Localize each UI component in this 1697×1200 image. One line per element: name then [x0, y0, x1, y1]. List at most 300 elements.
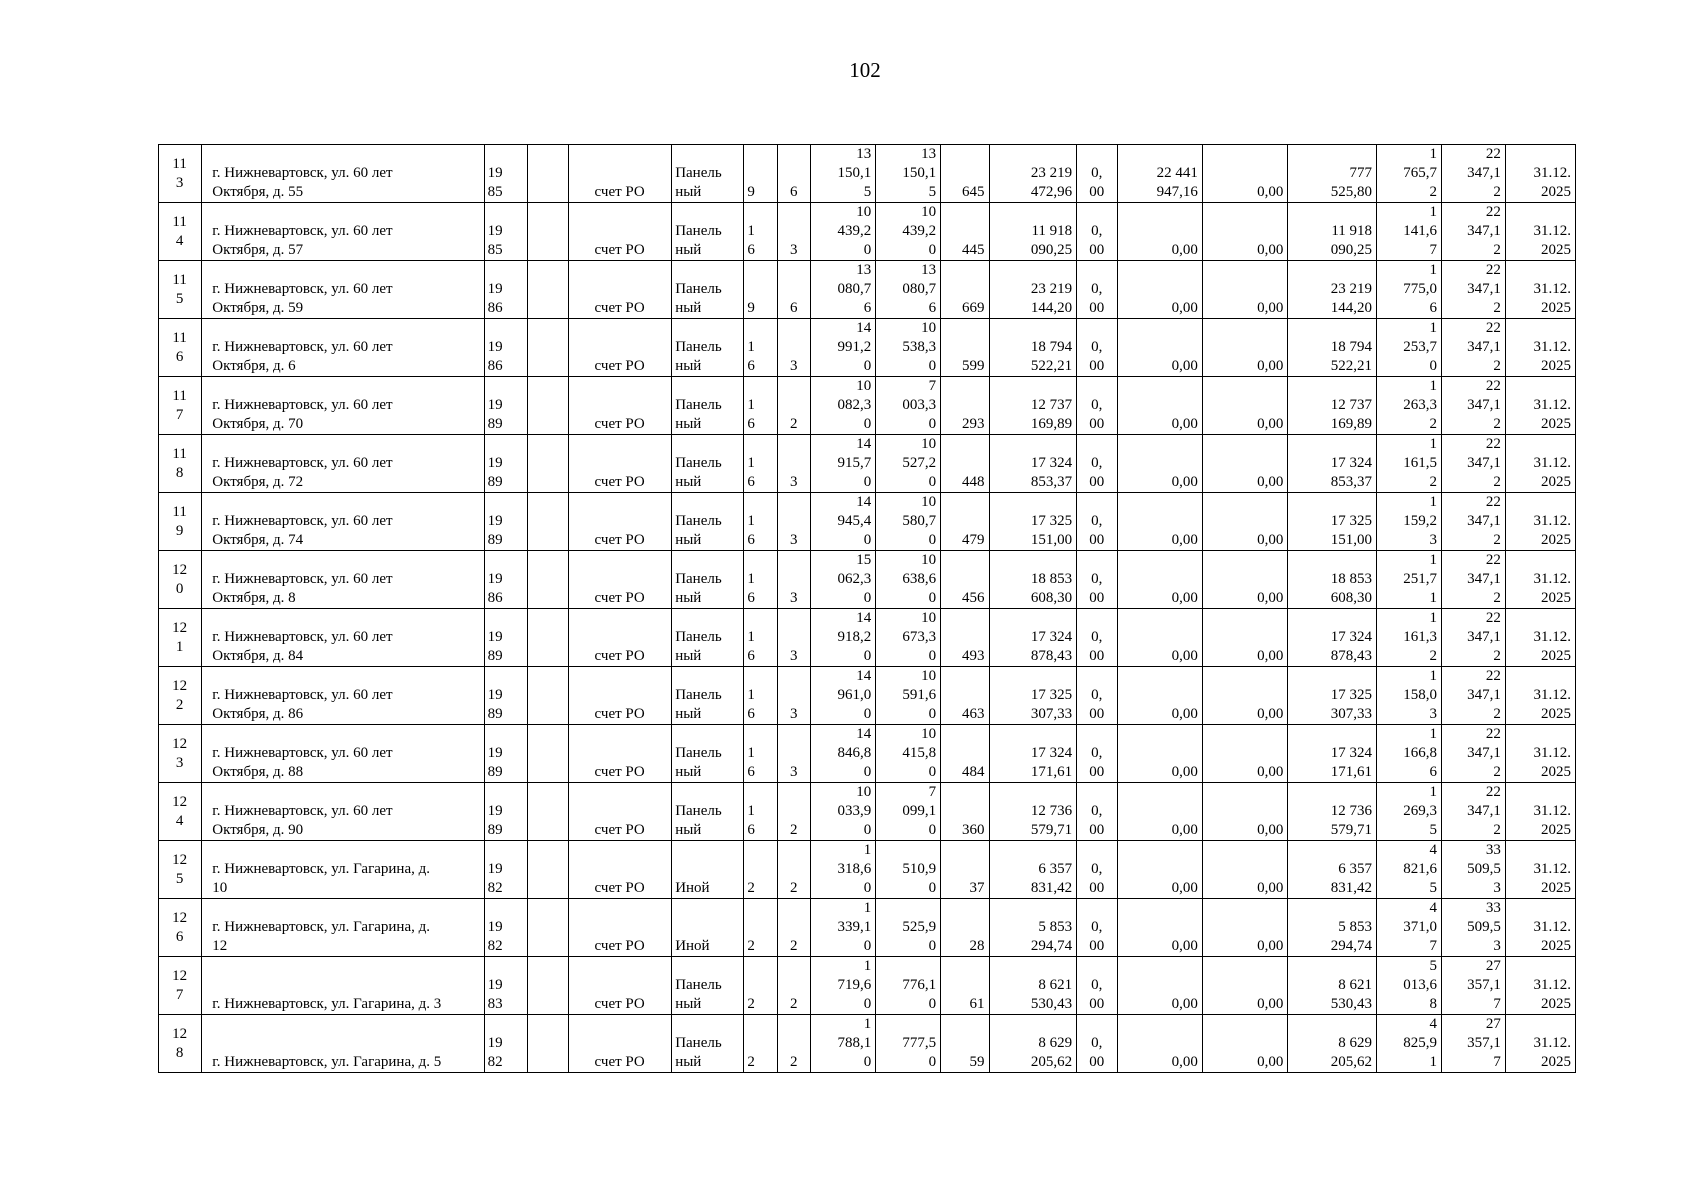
- cell-total-cost: 12 737 169,89: [989, 377, 1077, 435]
- cell-year: 19 89: [484, 377, 527, 435]
- cell-row-number: 11 4: [159, 203, 202, 261]
- cell-max-unit-cost: 22 347,1 2: [1441, 145, 1505, 203]
- cell-max-unit-cost: 22 347,1 2: [1441, 377, 1505, 435]
- cell-year: 19 83: [484, 957, 527, 1015]
- cell-residents: 61: [941, 957, 989, 1015]
- cell-cost-regional: 0,00: [1118, 1015, 1203, 1073]
- page-number: 102: [849, 58, 881, 82]
- cell-wall-type: Панель ный: [672, 319, 744, 377]
- cell-residents: 360: [941, 783, 989, 841]
- cell-cost-federal: 0, 00: [1077, 1015, 1118, 1073]
- cell-living-area: 7 099,1 0: [876, 783, 941, 841]
- cell-cost-federal: 0, 00: [1077, 957, 1118, 1015]
- cell-row-number: 11 8: [159, 435, 202, 493]
- cell-cost-owners: 8 629 205,62: [1288, 1015, 1377, 1073]
- cell-total-cost: 11 918 090,25: [989, 203, 1077, 261]
- cell-account: счет РО: [569, 435, 672, 493]
- cell-max-unit-cost: 22 347,1 2: [1441, 609, 1505, 667]
- cell-max-unit-cost: 27 357,1 7: [1441, 1015, 1505, 1073]
- cell-total-area: 14 991,2 0: [811, 319, 876, 377]
- cell-residents: 448: [941, 435, 989, 493]
- cell-address: г. Нижневартовск, ул. 60 лет Октября, д. 88: [202, 725, 484, 783]
- cell-cost-owners: 11 918 090,25: [1288, 203, 1377, 261]
- cell-address: г. Нижневартовск, ул. 60 лет Октября, д. 70: [202, 377, 484, 435]
- table-row: [159, 145, 1576, 203]
- cell-year: 19 89: [484, 667, 527, 725]
- cell-account: счет РО: [569, 1015, 672, 1073]
- cell-account: счет РО: [569, 957, 672, 1015]
- cell-cost-owners: 18 794 522,21: [1288, 319, 1377, 377]
- cell-year: 19 85: [484, 145, 527, 203]
- cell-year: 19 82: [484, 1015, 527, 1073]
- cell-residents: 645: [941, 145, 989, 203]
- cell-max-unit-cost: 22 347,1 2: [1441, 667, 1505, 725]
- cell-living-area: 10 580,7 0: [876, 493, 941, 551]
- cell-blank: [527, 957, 568, 1015]
- cell-cost-owners: 5 853 294,74: [1288, 899, 1377, 957]
- cell-wall-type: Панель ный: [672, 261, 744, 319]
- table-row: [159, 551, 1576, 609]
- table-row: [159, 609, 1576, 667]
- cell-account: счет РО: [569, 725, 672, 783]
- cell-cost-owners: 12 737 169,89: [1288, 377, 1377, 435]
- cell-deadline: 31.12. 2025: [1505, 783, 1575, 841]
- cell-cost-regional: 0,00: [1118, 551, 1203, 609]
- cell-entrances: 3: [778, 319, 811, 377]
- cell-total-cost: 17 324 878,43: [989, 609, 1077, 667]
- table-row: [159, 261, 1576, 319]
- cell-account: счет РО: [569, 783, 672, 841]
- table-row: [159, 957, 1576, 1015]
- cell-max-unit-cost: 22 347,1 2: [1441, 493, 1505, 551]
- cell-address: г. Нижневартовск, ул. 60 лет Октября, д. 55: [202, 145, 484, 203]
- cell-unit-cost: 4 821,6 5: [1377, 841, 1442, 899]
- cell-deadline: 31.12. 2025: [1505, 725, 1575, 783]
- cell-blank: [527, 783, 568, 841]
- cell-cost-owners: 17 324 878,43: [1288, 609, 1377, 667]
- cell-cost-owners: 23 219 144,20: [1288, 261, 1377, 319]
- cell-total-area: 14 918,2 0: [811, 609, 876, 667]
- cell-row-number: 12 6: [159, 899, 202, 957]
- cell-cost-local: 0,00: [1202, 841, 1288, 899]
- cell-cost-owners: 8 621 530,43: [1288, 957, 1377, 1015]
- cell-address: г. Нижневартовск, ул. 60 лет Октября, д. 90: [202, 783, 484, 841]
- cell-row-number: 12 0: [159, 551, 202, 609]
- cell-living-area: 10 527,2 0: [876, 435, 941, 493]
- cell-wall-type: Панель ный: [672, 609, 744, 667]
- cell-account: счет РО: [569, 667, 672, 725]
- cell-cost-regional: 0,00: [1118, 609, 1203, 667]
- cell-living-area: 7 003,3 0: [876, 377, 941, 435]
- cell-unit-cost: 4 371,0 7: [1377, 899, 1442, 957]
- cell-wall-type: Панель ный: [672, 435, 744, 493]
- cell-account: счет РО: [569, 841, 672, 899]
- cell-entrances: 3: [778, 551, 811, 609]
- cell-unit-cost: 1 253,7 0: [1377, 319, 1442, 377]
- cell-living-area: 10 673,3 0: [876, 609, 941, 667]
- cell-entrances: 2: [778, 1015, 811, 1073]
- cell-floors: 1 6: [744, 551, 778, 609]
- cell-total-area: 10 439,2 0: [811, 203, 876, 261]
- cell-total-area: 10 033,9 0: [811, 783, 876, 841]
- cell-account: счет РО: [569, 899, 672, 957]
- cell-cost-local: 0,00: [1202, 1015, 1288, 1073]
- cell-cost-regional: 0,00: [1118, 725, 1203, 783]
- cell-cost-owners: 17 325 307,33: [1288, 667, 1377, 725]
- cell-deadline: 31.12. 2025: [1505, 609, 1575, 667]
- cell-blank: [527, 435, 568, 493]
- cell-cost-local: 0,00: [1202, 493, 1288, 551]
- cell-living-area: 10 591,6 0: [876, 667, 941, 725]
- cell-cost-regional: 0,00: [1118, 261, 1203, 319]
- cell-cost-local: 0,00: [1202, 725, 1288, 783]
- cell-entrances: 2: [778, 841, 811, 899]
- cell-living-area: 10 638,6 0: [876, 551, 941, 609]
- cell-unit-cost: 1 159,2 3: [1377, 493, 1442, 551]
- cell-residents: 293: [941, 377, 989, 435]
- cell-floors: 9: [744, 145, 778, 203]
- cell-wall-type: Панель ный: [672, 1015, 744, 1073]
- cell-residents: 59: [941, 1015, 989, 1073]
- cell-address: г. Нижневартовск, ул. Гагарина, д. 12: [202, 899, 484, 957]
- cell-total-cost: 12 736 579,71: [989, 783, 1077, 841]
- cell-total-cost: 18 794 522,21: [989, 319, 1077, 377]
- cell-floors: 1 6: [744, 435, 778, 493]
- cell-wall-type: Панель ный: [672, 145, 744, 203]
- cell-address: г. Нижневартовск, ул. 60 лет Октября, д. 74: [202, 493, 484, 551]
- cell-total-cost: 23 219 472,96: [989, 145, 1077, 203]
- cell-unit-cost: 1 269,3 5: [1377, 783, 1442, 841]
- cell-unit-cost: 1 158,0 3: [1377, 667, 1442, 725]
- cell-deadline: 31.12. 2025: [1505, 551, 1575, 609]
- cell-max-unit-cost: 22 347,1 2: [1441, 435, 1505, 493]
- cell-year: 19 89: [484, 609, 527, 667]
- cell-account: счет РО: [569, 493, 672, 551]
- cell-blank: [527, 1015, 568, 1073]
- cell-address: г. Нижневартовск, ул. 60 лет Октября, д. 8: [202, 551, 484, 609]
- cell-total-area: 1 339,1 0: [811, 899, 876, 957]
- table-row: [159, 319, 1576, 377]
- cell-blank: [527, 899, 568, 957]
- cell-floors: 2: [744, 841, 778, 899]
- table-row: [159, 783, 1576, 841]
- cell-account: счет РО: [569, 203, 672, 261]
- cell-cost-local: 0,00: [1202, 783, 1288, 841]
- cell-cost-regional: 0,00: [1118, 203, 1203, 261]
- cell-floors: 1 6: [744, 319, 778, 377]
- cell-residents: 37: [941, 841, 989, 899]
- cell-address: г. Нижневартовск, ул. 60 лет Октября, д. 6: [202, 319, 484, 377]
- cell-cost-federal: 0, 00: [1077, 667, 1118, 725]
- cell-floors: 1 6: [744, 667, 778, 725]
- cell-address: г. Нижневартовск, ул. 60 лет Октября, д. 86: [202, 667, 484, 725]
- cell-cost-local: 0,00: [1202, 261, 1288, 319]
- table-row: [159, 725, 1576, 783]
- cell-address: г. Нижневартовск, ул. Гагарина, д. 5: [202, 1015, 484, 1073]
- cell-cost-owners: 18 853 608,30: [1288, 551, 1377, 609]
- cell-total-area: 1 719,6 0: [811, 957, 876, 1015]
- cell-cost-regional: 0,00: [1118, 841, 1203, 899]
- cell-cost-federal: 0, 00: [1077, 725, 1118, 783]
- cell-living-area: 13 150,1 5: [876, 145, 941, 203]
- cell-total-area: 10 082,3 0: [811, 377, 876, 435]
- cell-cost-regional: 0,00: [1118, 899, 1203, 957]
- cell-floors: 2: [744, 899, 778, 957]
- cell-deadline: 31.12. 2025: [1505, 145, 1575, 203]
- cell-address: г. Нижневартовск, ул. Гагарина, д. 10: [202, 841, 484, 899]
- cell-unit-cost: 5 013,6 8: [1377, 957, 1442, 1015]
- cell-address: г. Нижневартовск, ул. 60 лет Октября, д. 72: [202, 435, 484, 493]
- cell-deadline: 31.12. 2025: [1505, 667, 1575, 725]
- cell-year: 19 89: [484, 783, 527, 841]
- cell-living-area: 13 080,7 6: [876, 261, 941, 319]
- cell-max-unit-cost: 22 347,1 2: [1441, 725, 1505, 783]
- cell-total-area: 13 080,7 6: [811, 261, 876, 319]
- cell-row-number: 11 3: [159, 145, 202, 203]
- cell-entrances: 3: [778, 667, 811, 725]
- cell-max-unit-cost: 33 509,5 3: [1441, 841, 1505, 899]
- cell-cost-local: 0,00: [1202, 667, 1288, 725]
- cell-deadline: 31.12. 2025: [1505, 957, 1575, 1015]
- cell-account: счет РО: [569, 261, 672, 319]
- cell-address: г. Нижневартовск, ул. 60 лет Октября, д. 84: [202, 609, 484, 667]
- cell-residents: 669: [941, 261, 989, 319]
- cell-blank: [527, 551, 568, 609]
- cell-wall-type: Панель ный: [672, 667, 744, 725]
- cell-year: 19 85: [484, 203, 527, 261]
- cell-cost-regional: 0,00: [1118, 957, 1203, 1015]
- cell-wall-type: Иной: [672, 841, 744, 899]
- cell-total-area: 14 945,4 0: [811, 493, 876, 551]
- cell-total-area: 14 961,0 0: [811, 667, 876, 725]
- cell-cost-federal: 0, 00: [1077, 145, 1118, 203]
- cell-residents: 599: [941, 319, 989, 377]
- cell-cost-regional: 0,00: [1118, 493, 1203, 551]
- cell-deadline: 31.12. 2025: [1505, 377, 1575, 435]
- cell-account: счет РО: [569, 319, 672, 377]
- cell-total-cost: 23 219 144,20: [989, 261, 1077, 319]
- cell-residents: 456: [941, 551, 989, 609]
- cell-wall-type: Панель ный: [672, 493, 744, 551]
- cell-cost-federal: 0, 00: [1077, 609, 1118, 667]
- cell-blank: [527, 377, 568, 435]
- cell-total-area: 14 846,8 0: [811, 725, 876, 783]
- cell-max-unit-cost: 33 509,5 3: [1441, 899, 1505, 957]
- cell-unit-cost: 1 161,3 2: [1377, 609, 1442, 667]
- cell-living-area: 10 415,8 0: [876, 725, 941, 783]
- table-row: [159, 841, 1576, 899]
- cell-account: счет РО: [569, 145, 672, 203]
- cell-unit-cost: 1 161,5 2: [1377, 435, 1442, 493]
- cell-cost-federal: 0, 00: [1077, 899, 1118, 957]
- cell-cost-federal: 0, 00: [1077, 841, 1118, 899]
- cell-residents: 484: [941, 725, 989, 783]
- cell-unit-cost: 1 775,0 6: [1377, 261, 1442, 319]
- register-table: [158, 144, 1576, 1073]
- cell-residents: 28: [941, 899, 989, 957]
- cell-cost-local: 0,00: [1202, 957, 1288, 1015]
- cell-row-number: 11 5: [159, 261, 202, 319]
- cell-blank: [527, 145, 568, 203]
- cell-residents: 445: [941, 203, 989, 261]
- cell-total-area: 1 788,1 0: [811, 1015, 876, 1073]
- cell-account: счет РО: [569, 609, 672, 667]
- cell-blank: [527, 667, 568, 725]
- cell-deadline: 31.12. 2025: [1505, 203, 1575, 261]
- cell-total-area: 15 062,3 0: [811, 551, 876, 609]
- cell-floors: 1 6: [744, 493, 778, 551]
- cell-cost-regional: 0,00: [1118, 667, 1203, 725]
- cell-floors: 9: [744, 261, 778, 319]
- cell-row-number: 12 3: [159, 725, 202, 783]
- cell-address: г. Нижневартовск, ул. 60 лет Октября, д. 59: [202, 261, 484, 319]
- cell-row-number: 11 6: [159, 319, 202, 377]
- cell-total-cost: 8 629 205,62: [989, 1015, 1077, 1073]
- cell-wall-type: Панель ный: [672, 551, 744, 609]
- cell-blank: [527, 493, 568, 551]
- table-row: [159, 667, 1576, 725]
- cell-floors: 1 6: [744, 377, 778, 435]
- table-row: [159, 1015, 1576, 1073]
- cell-entrances: 2: [778, 377, 811, 435]
- cell-blank: [527, 261, 568, 319]
- cell-cost-federal: 0, 00: [1077, 493, 1118, 551]
- cell-cost-local: 0,00: [1202, 319, 1288, 377]
- cell-cost-regional: 0,00: [1118, 435, 1203, 493]
- cell-row-number: 12 7: [159, 957, 202, 1015]
- cell-year: 19 89: [484, 435, 527, 493]
- cell-total-cost: 17 325 151,00: [989, 493, 1077, 551]
- cell-unit-cost: 1 141,6 7: [1377, 203, 1442, 261]
- cell-wall-type: Панель ный: [672, 957, 744, 1015]
- cell-max-unit-cost: 27 357,1 7: [1441, 957, 1505, 1015]
- cell-entrances: 3: [778, 725, 811, 783]
- cell-row-number: 12 1: [159, 609, 202, 667]
- cell-total-cost: 6 357 831,42: [989, 841, 1077, 899]
- cell-total-cost: 17 325 307,33: [989, 667, 1077, 725]
- cell-wall-type: Панель ный: [672, 203, 744, 261]
- cell-account: счет РО: [569, 377, 672, 435]
- cell-cost-regional: 22 441 947,16: [1118, 145, 1203, 203]
- cell-entrances: 2: [778, 899, 811, 957]
- cell-cost-local: 0,00: [1202, 203, 1288, 261]
- cell-cost-federal: 0, 00: [1077, 377, 1118, 435]
- cell-address: г. Нижневартовск, ул. 60 лет Октября, д. 57: [202, 203, 484, 261]
- cell-max-unit-cost: 22 347,1 2: [1441, 551, 1505, 609]
- cell-deadline: 31.12. 2025: [1505, 1015, 1575, 1073]
- cell-living-area: 510,9 0: [876, 841, 941, 899]
- cell-max-unit-cost: 22 347,1 2: [1441, 203, 1505, 261]
- cell-residents: 493: [941, 609, 989, 667]
- cell-account: счет РО: [569, 551, 672, 609]
- cell-cost-regional: 0,00: [1118, 377, 1203, 435]
- cell-cost-local: 0,00: [1202, 899, 1288, 957]
- cell-row-number: 12 4: [159, 783, 202, 841]
- cell-year: 19 86: [484, 551, 527, 609]
- cell-cost-federal: 0, 00: [1077, 203, 1118, 261]
- cell-year: 19 89: [484, 493, 527, 551]
- cell-address: г. Нижневартовск, ул. Гагарина, д. 3: [202, 957, 484, 1015]
- cell-living-area: 777,5 0: [876, 1015, 941, 1073]
- cell-wall-type: Панель ный: [672, 783, 744, 841]
- cell-wall-type: Панель ный: [672, 725, 744, 783]
- cell-unit-cost: 1 251,7 1: [1377, 551, 1442, 609]
- cell-deadline: 31.12. 2025: [1505, 261, 1575, 319]
- cell-total-cost: 17 324 171,61: [989, 725, 1077, 783]
- cell-total-cost: 18 853 608,30: [989, 551, 1077, 609]
- cell-unit-cost: 4 825,9 1: [1377, 1015, 1442, 1073]
- table-body: [159, 145, 1576, 1073]
- cell-row-number: 11 7: [159, 377, 202, 435]
- cell-floors: 2: [744, 1015, 778, 1073]
- cell-wall-type: Панель ный: [672, 377, 744, 435]
- cell-entrances: 2: [778, 783, 811, 841]
- cell-deadline: 31.12. 2025: [1505, 841, 1575, 899]
- cell-total-area: 13 150,1 5: [811, 145, 876, 203]
- cell-blank: [527, 319, 568, 377]
- cell-unit-cost: 1 765,7 2: [1377, 145, 1442, 203]
- cell-blank: [527, 841, 568, 899]
- cell-cost-federal: 0, 00: [1077, 435, 1118, 493]
- cell-total-area: 1 318,6 0: [811, 841, 876, 899]
- cell-cost-regional: 0,00: [1118, 783, 1203, 841]
- cell-max-unit-cost: 22 347,1 2: [1441, 319, 1505, 377]
- cell-blank: [527, 203, 568, 261]
- cell-living-area: 10 538,3 0: [876, 319, 941, 377]
- cell-cost-owners: 777 525,80: [1288, 145, 1377, 203]
- cell-entrances: 6: [778, 261, 811, 319]
- cell-cost-local: 0,00: [1202, 609, 1288, 667]
- cell-cost-federal: 0, 00: [1077, 551, 1118, 609]
- cell-residents: 479: [941, 493, 989, 551]
- cell-cost-owners: 6 357 831,42: [1288, 841, 1377, 899]
- cell-blank: [527, 609, 568, 667]
- cell-entrances: 2: [778, 957, 811, 1015]
- cell-deadline: 31.12. 2025: [1505, 319, 1575, 377]
- cell-entrances: 3: [778, 203, 811, 261]
- cell-cost-federal: 0, 00: [1077, 319, 1118, 377]
- cell-total-cost: 8 621 530,43: [989, 957, 1077, 1015]
- cell-cost-local: 0,00: [1202, 435, 1288, 493]
- cell-wall-type: Иной: [672, 899, 744, 957]
- cell-floors: 1 6: [744, 783, 778, 841]
- cell-unit-cost: 1 263,3 2: [1377, 377, 1442, 435]
- cell-residents: 463: [941, 667, 989, 725]
- cell-entrances: 3: [778, 609, 811, 667]
- cell-total-cost: 17 324 853,37: [989, 435, 1077, 493]
- table-row: [159, 435, 1576, 493]
- cell-row-number: 12 5: [159, 841, 202, 899]
- cell-entrances: 3: [778, 435, 811, 493]
- cell-living-area: 525,9 0: [876, 899, 941, 957]
- cell-total-cost: 5 853 294,74: [989, 899, 1077, 957]
- table-row: [159, 377, 1576, 435]
- cell-deadline: 31.12. 2025: [1505, 493, 1575, 551]
- cell-entrances: 6: [778, 145, 811, 203]
- cell-cost-regional: 0,00: [1118, 319, 1203, 377]
- cell-floors: 1 6: [744, 609, 778, 667]
- cell-floors: 1 6: [744, 203, 778, 261]
- cell-max-unit-cost: 22 347,1 2: [1441, 783, 1505, 841]
- cell-cost-local: 0,00: [1202, 551, 1288, 609]
- cell-floors: 1 6: [744, 725, 778, 783]
- cell-deadline: 31.12. 2025: [1505, 435, 1575, 493]
- cell-deadline: 31.12. 2025: [1505, 899, 1575, 957]
- cell-row-number: 11 9: [159, 493, 202, 551]
- cell-row-number: 12 2: [159, 667, 202, 725]
- cell-year: 19 82: [484, 899, 527, 957]
- cell-floors: 2: [744, 957, 778, 1015]
